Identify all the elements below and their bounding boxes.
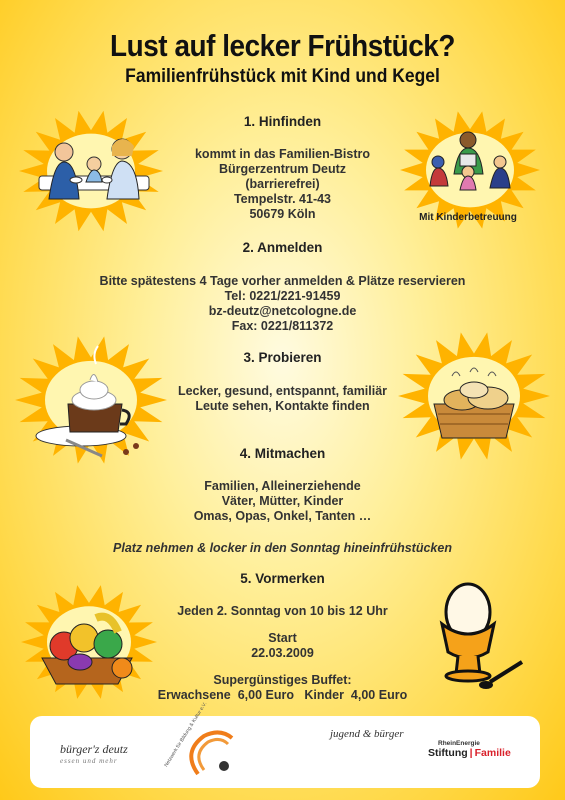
families-line: Familien, Alleinerziehende (204, 479, 361, 493)
parents-line: Väter, Mütter, Kinder (221, 494, 344, 508)
bistro-line: kommt in das Familien-Bistro (194, 147, 371, 161)
tagline: Platz nehmen & locker in den Sonntag hineinfrühstücken (113, 541, 452, 555)
section-1-heading: 1. Hinfinden (243, 114, 322, 129)
section-3-body (120, 384, 445, 414)
familie-text: Familie (474, 747, 511, 759)
footer-logos (30, 701, 540, 788)
section-5-body (130, 604, 435, 703)
netzwerk-logo (163, 701, 255, 782)
taste-line: Lecker, gesund, entspannt, familiär (177, 384, 388, 398)
spacer-line (130, 619, 435, 631)
buergerz-logo-text: bürger'z deutz (60, 742, 128, 756)
prices-line: Erwachsene 6,00 Euro Kinder 4,00 Euro (157, 688, 408, 702)
section-3-heading: 3. Probieren (243, 350, 322, 365)
accessible-line: (barrierefrei) (245, 177, 320, 191)
buffet-label: Supergünstiges Buffet: (213, 673, 352, 687)
schedule-line: Jeden 2. Sonntag von 10 bis 12 Uhr (177, 604, 388, 618)
venue-line: Bürgerzentrum Deutz (218, 162, 347, 176)
page-title: Lust auf lecker Frühstück? (110, 28, 455, 63)
section-4-body (120, 479, 445, 524)
section-1-body (150, 147, 415, 222)
email-line: bz-deutz@netcologne.de (208, 304, 357, 318)
stiftung-familie-logo: RheinEnergie Stiftung | Familie (428, 740, 511, 759)
buergerz-logo (60, 742, 128, 765)
street-line: Tempelstr. 41-43 (233, 192, 332, 206)
jugend-buerger-deutz: Deutz (370, 742, 390, 749)
phone-line: Tel: 0221/221-91459 (224, 289, 341, 303)
section-5-heading: 5. Vormerken (240, 571, 325, 586)
netzwerk-logo-text: Netzwerk für Bildung & Kultur e.V. (163, 701, 209, 769)
stiftung-text: Stiftung (428, 747, 468, 759)
fax-line: Fax: 0221/811372 (231, 319, 334, 333)
rheinenergie-text: RheinEnergie (438, 740, 480, 747)
jugend-buerger-logo (330, 728, 404, 749)
section-2-heading: 2. Anmelden (242, 240, 323, 255)
start-label: Start (268, 631, 297, 645)
grandparents-line: Omas, Opas, Onkel, Tanten … (193, 509, 372, 523)
kinder-label: Mit Kinderbetreuung (419, 212, 517, 223)
page-subtitle: Familienfrühstück mit Kind und Kegel (125, 66, 440, 87)
section-2-body (40, 274, 525, 334)
start-date: 22.03.2009 (251, 646, 314, 660)
spacer-line-2 (130, 661, 435, 673)
egg-cup-illustration (418, 582, 533, 702)
city-line: 50679 Köln (249, 207, 316, 221)
section-4-heading: 4. Mitmachen (239, 446, 326, 461)
buergerz-logo-sub: essen und mehr (60, 757, 118, 765)
meet-line: Leute sehen, Kontakte finden (195, 399, 370, 413)
jugend-buerger-text: jugend & bürger (330, 728, 404, 740)
register-line: Bitte spätestens 4 Tage vorher anmelden & Plätze reservieren (99, 274, 466, 288)
